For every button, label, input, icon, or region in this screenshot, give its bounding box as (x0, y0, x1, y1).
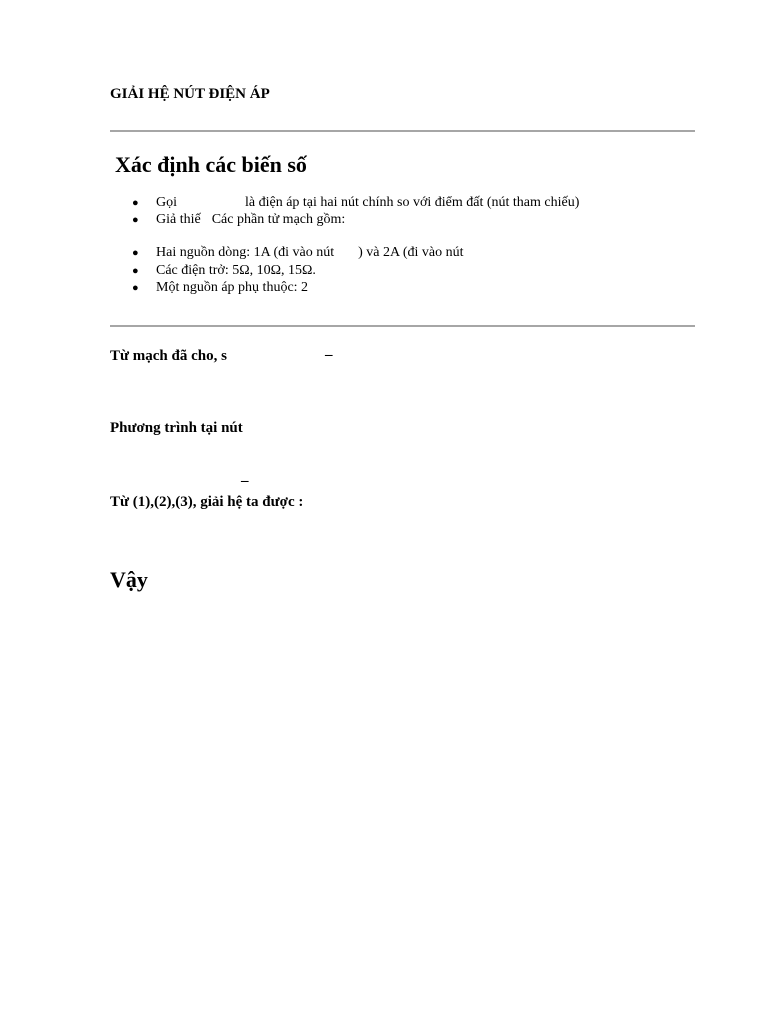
bullet-icon: ● (132, 214, 139, 226)
list-item-lead: Hai nguồn dòng: 1A (đi vào nút (156, 245, 335, 260)
bullet-icon: ● (132, 197, 139, 209)
list-item-text: là điện áp tại hai nút chính so với điểm đất (nút tham chiếu) (245, 195, 580, 210)
list-item (132, 245, 463, 261)
list-item-text: Một nguồn áp phụ thuộc: 2 (156, 280, 309, 295)
bullet-icon: ● (132, 282, 139, 294)
list-item-lead: Giả thiế (156, 212, 201, 227)
section-heading: Xác định các biến số (115, 152, 307, 177)
horizontal-divider (110, 130, 695, 132)
dash-mark: – (241, 473, 249, 489)
bullet-icon: ● (132, 265, 139, 277)
list-item (132, 280, 308, 296)
list-item-text: ) và 2A (đi vào nút (358, 245, 464, 260)
list-item (132, 263, 316, 279)
conclusion-heading: Vậy (110, 567, 148, 592)
solve-line: Từ (1),(2),(3), giải hệ ta được : (110, 494, 304, 510)
document-title: GIẢI HỆ NÚT ĐIỆN ÁP (110, 86, 270, 102)
list-item (132, 212, 345, 228)
list-item-text: Các điện trở: 5Ω, 10Ω, 15Ω. (156, 263, 316, 278)
horizontal-divider (110, 325, 695, 327)
node-equation-heading: Phương trình tại nút (110, 420, 243, 436)
circuit-intro-line: Từ mạch đã cho, s (110, 348, 227, 364)
bullet-icon: ● (132, 247, 139, 259)
list-item-text: Các phần tử mạch gồm: (211, 212, 346, 227)
list-item-lead: Gọi (156, 195, 177, 210)
dash-mark: – (325, 347, 333, 363)
list-item (132, 195, 579, 211)
